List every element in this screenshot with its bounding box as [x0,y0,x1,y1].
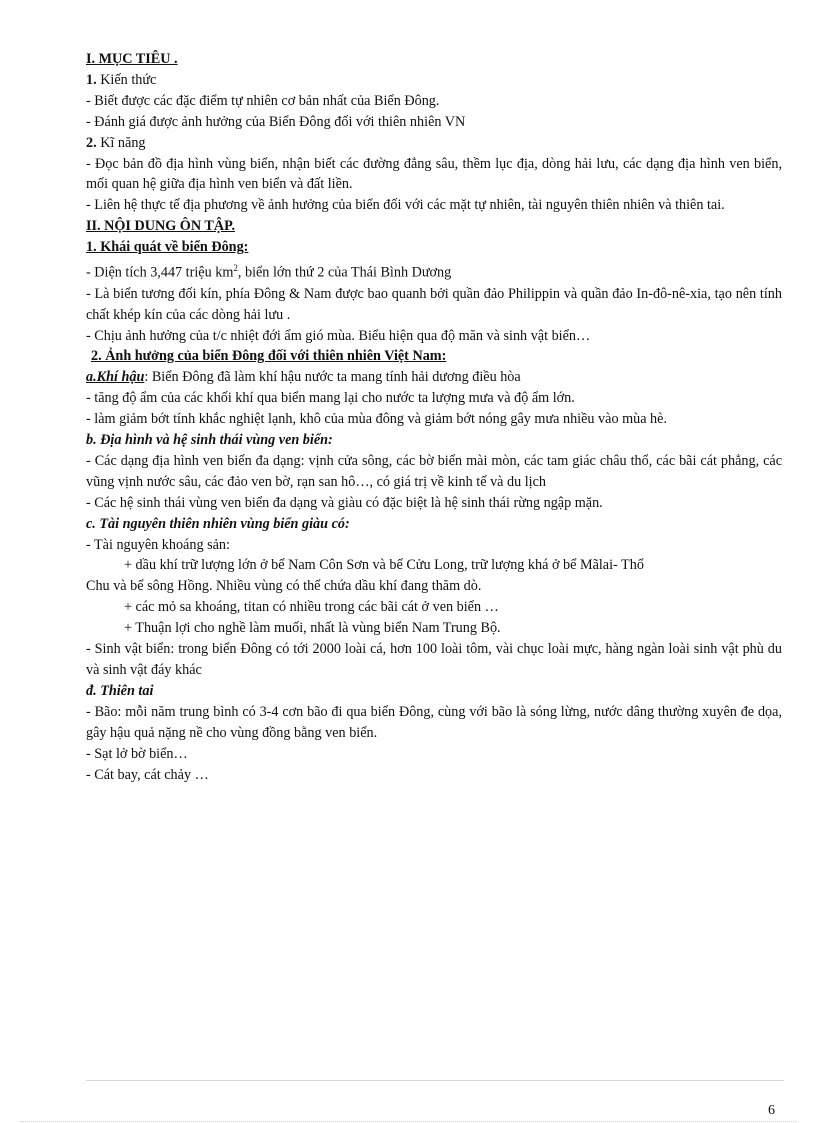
section-1-title: I. MỤC TIÊU . [86,51,178,67]
resources-title: c. Tài nguyên thiên nhiên vùng biển giàu có: [86,515,350,532]
disasters-title: đ. Thiên tai [86,682,154,699]
marine-life-paragraph: - Sinh vật biển: trong biển Đông có tới 2000 loài cá, hơn 100 loài tôm, vài chục loài mực, hàng ngàn loài sinh vật phù du và sinh vật đáy khác [86,641,782,679]
knowledge-item-2: - Đánh giá được ảnh hưởng của Biển Đông đối với thiên nhiên VN [86,113,466,130]
area-line [86,258,782,284]
subsection-2-title: 2. Ảnh hưởng của biển Đông đối với thiên nhiên Việt Nam: [91,348,447,365]
document-body [86,49,782,785]
climate-title: a.Khí hậu [86,369,145,386]
skills-label: Kĩ năng [96,134,146,151]
skills-number: 2. [86,134,97,151]
skills-heading [86,133,782,154]
page-number: 6 [768,1103,775,1118]
knowledge-label: Kiến thức [96,71,157,88]
area-text: - Diện tích 3,447 triệu km [86,264,234,281]
oil-line-cont: Chu và bể sông Hồng. Nhiều vùng có thể chứa dầu khí đang thăm dò. [86,578,482,595]
knowledge-number: 1. [86,71,97,88]
section-2-title: II. NỘI DUNG ÔN TẬP. [86,218,235,235]
climate-item-3: - làm giảm bớt tính khắc nghiệt lạnh, khô của mùa đông và giảm bớt nóng gây mưa nhiều vào mùa hè. [86,411,667,428]
skills-item-2: - Liên hệ thực tế địa phương về ảnh hưởng của biển đối với các mặt tự nhiên, tài nguyên thiên nhiên và thiên tai. [86,197,725,214]
storm-paragraph: - Bão: mỗi năm trung bình có 3-4 cơn bão đi qua biển Đông, cùng với bão là sóng lừng, nước dâng thường xuyên đe dọa, gây hậu quả nặng nề cho vùng đồng bằng ven biển. [86,703,782,741]
skills-item-1: - Đọc bản đồ địa hình vùng biển, nhận biết các đường đẳng sâu, thềm lục địa, dòng hải lưu, các dạng địa hình ven biển, mối quan hệ giữa địa hình ven biển và đất liền. [86,155,782,193]
subsection-1-title: 1. Khái quát về biển Đông: [86,239,249,256]
area-text-rest: , biển lớn thứ 2 của Thái Bình Dương [237,264,452,281]
salt-line: + Thuận lợi cho nghề làm muối, nhất là vùng biển Nam Trung Bộ. [124,620,501,637]
oil-line: + dầu khí trữ lượng lớn ở bể Nam Côn Sơn và bể Cửu Long, trữ lượng khá ở bể Mãlai- Thổ [124,557,644,574]
sand-line: - Cát bay, cát chảy … [86,766,209,783]
climate-line [86,367,782,388]
knowledge-heading [86,70,782,91]
placer-line: + các mỏ sa khoáng, titan có nhiều trong các bãi cát ở ven biển … [124,599,499,616]
page-bottom-edge [20,1121,796,1122]
ecosystem-line: - Các hệ sinh thái vùng ven biển đa dạng và giàu có đặc biệt là hệ sinh thái rừng ngập mặn. [86,494,603,511]
enclosed-sea-paragraph: - Là biển tương đối kín, phía Đông & Nam được bao quanh bởi quần đảo Philippin và quần đảo In-đô-nê-xia, tạo nên tính chất khép kín của các dòng hải lưu . [86,285,782,323]
climate-text: : Biển Đông đã làm khí hậu nước ta mang tính hải dương điều hòa [144,369,521,386]
erosion-line: - Sạt lở bờ biển… [86,745,188,762]
terrain-paragraph: - Các dạng địa hình ven biển đa dạng: vịnh cửa sông, các bờ biển mài mòn, các tam giác châu thổ, các bãi cát phẳng, các vũng vịnh nước sâu, các đảo ven bờ, rạn san hô…, có giá trị về kinh tế và du lịch [86,452,782,490]
area-superscript: 2 [233,263,238,274]
knowledge-item-1: - Biết được các đặc điểm tự nhiên cơ bản nhất của Biển Đông. [86,92,440,109]
terrain-title: b. Địa hình và hệ sinh thái vùng ven biển: [86,432,333,449]
monsoon-line: - Chịu ảnh hưởng của t/c nhiệt đới ẩm gió mùa. Biểu hiện qua độ măn và sinh vật biển… [86,327,591,344]
footer-divider [86,1080,784,1081]
minerals-line: - Tài nguyên khoáng sản: [86,536,230,553]
climate-item-2: - tăng độ ẩm của các khối khí qua biển mang lại cho nước ta lượng mưa và độ ẩm lớn. [86,390,575,407]
